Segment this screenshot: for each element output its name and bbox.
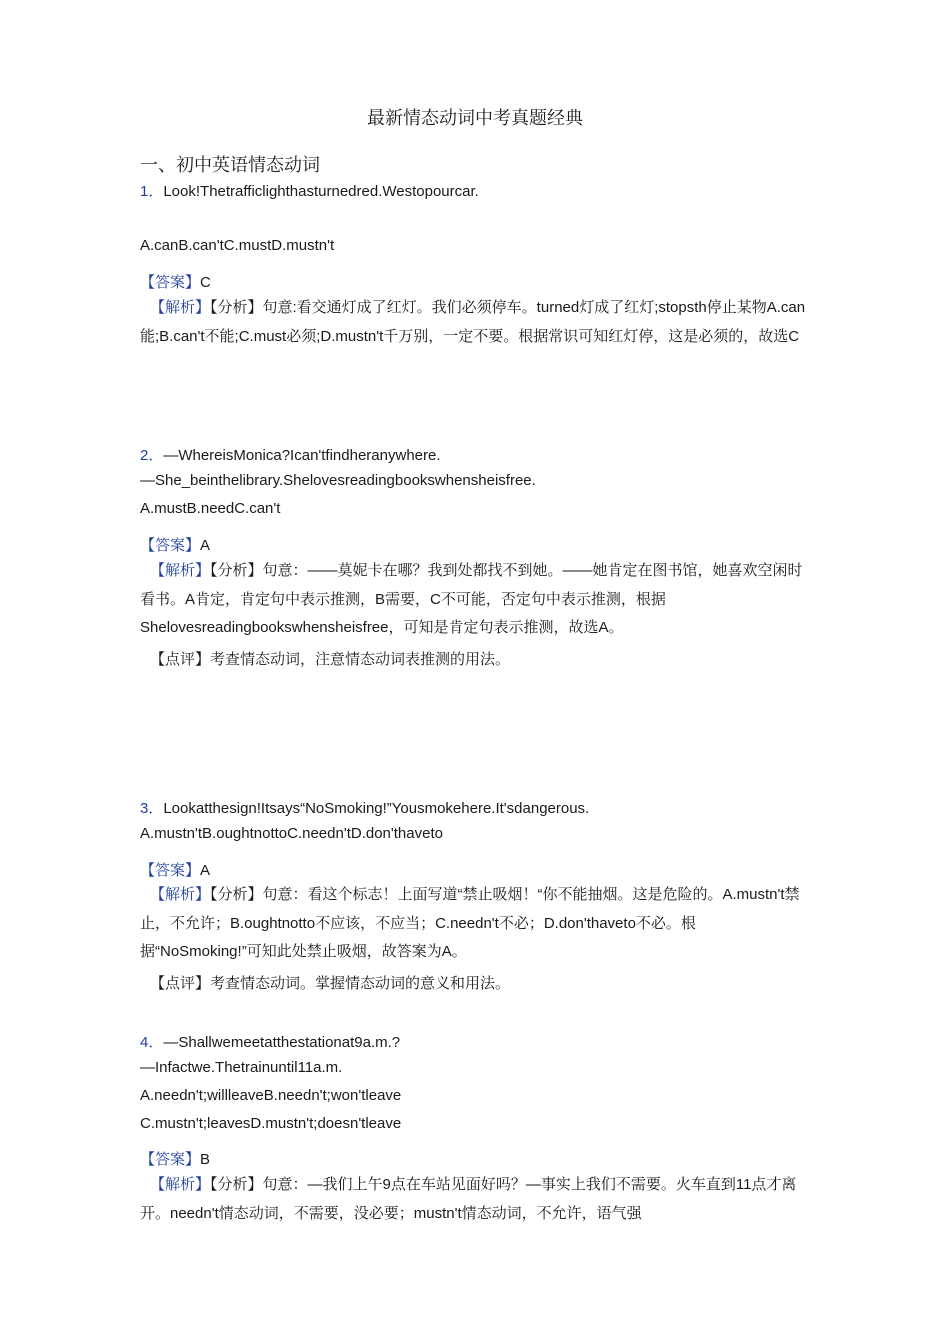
question-4-options-1: A.needn't;willleaveB.needn't;won'tleave xyxy=(140,1087,402,1104)
question-2-options: A.mustB.needC.can't xyxy=(140,500,281,517)
question-2-stem: 2．—WhereisMonica?Ican'tfindheranywhere. xyxy=(140,447,441,464)
question-1-stem: 1．Look!Thetrafficlighthasturnedred.Westopourcar. xyxy=(140,183,479,200)
question-4-stem: 4．—Shallwemeetatthestationat9a.m.? xyxy=(140,1034,401,1051)
question-1-answer: 【答案】C xyxy=(140,274,211,291)
question-number: 2． xyxy=(140,447,164,464)
question-number: 3． xyxy=(140,800,164,817)
question-4-answer: 【答案】B xyxy=(140,1151,211,1168)
question-3-analysis: 【解析】【分析】句意：看这个标志！上面写道“禁止吸烟！“你不能抽烟。这是危险的。A.mustn't禁止，不允许；B.oughtnotto不应该，不应当；C.needn't不必；D.don'thaveto不必。根据“NoSmoking!”可知此处禁止吸烟，故答案为A。 xyxy=(140,886,800,960)
question-2-comment: 【点评】考查情态动词，注意情态动词表推测的用法。 xyxy=(150,651,511,668)
question-3-stem: 3．Lookatthesign!Itsays“NoSmoking!”Yousmokehere.It'sdangerous. xyxy=(140,800,590,817)
question-3-options: A.mustn'tB.oughtnottoC.needn'tD.don'thaveto xyxy=(140,825,443,842)
question-4-stem-reply: —Infactwe.Thetrainuntil11a.m. xyxy=(140,1059,343,1076)
question-number: 4． xyxy=(140,1034,164,1051)
question-4-options-2: C.mustn't;leavesD.mustn't;doesn'tleave xyxy=(140,1115,402,1132)
question-2-stem-reply: —She_beinthelibrary.Shelovesreadingbookswhensheisfree. xyxy=(140,472,536,489)
page-title: 最新情态动词中考真题经典 xyxy=(367,108,583,129)
question-4-analysis: 【解析】【分析】句意：—我们上午9点在车站见面好吗？—事实上我们不需要。火车直到11点才离开。needn't情态动词，不需要，没必要；mustn't情态动词，不允许，语气强 xyxy=(140,1176,797,1222)
question-2-analysis: 【解析】【分析】句意：——莫妮卡在哪？我到处都找不到她。——她肯定在图书馆，她喜欢空闲时看书。A肯定，肯定句中表示推测，B需要，C不可能，否定句中表示推测，根据Shelovesreadingbookswhensheisfree，可知是肯定句表示推测，故选A。 xyxy=(140,562,803,636)
section-heading: 一、初中英语情态动词 xyxy=(140,155,320,176)
question-1-analysis: 【解析】【分析】句意:看交通灯成了红灯。我们必须停车。turned灯成了红灯;stopsth停止某物A.can能;B.can't不能;C.must必须;D.mustn't千万别，一定不要。根据常识可知红灯停，这是必须的，故选C xyxy=(140,299,806,345)
question-1-options: A.canB.can'tC.mustD.mustn't xyxy=(140,237,335,254)
question-number: 1． xyxy=(140,183,164,200)
question-3-answer: 【答案】A xyxy=(140,862,211,879)
question-3-comment: 【点评】考查情态动词。掌握情态动词的意义和用法。 xyxy=(150,975,511,992)
question-2-answer: 【答案】A xyxy=(140,537,211,554)
